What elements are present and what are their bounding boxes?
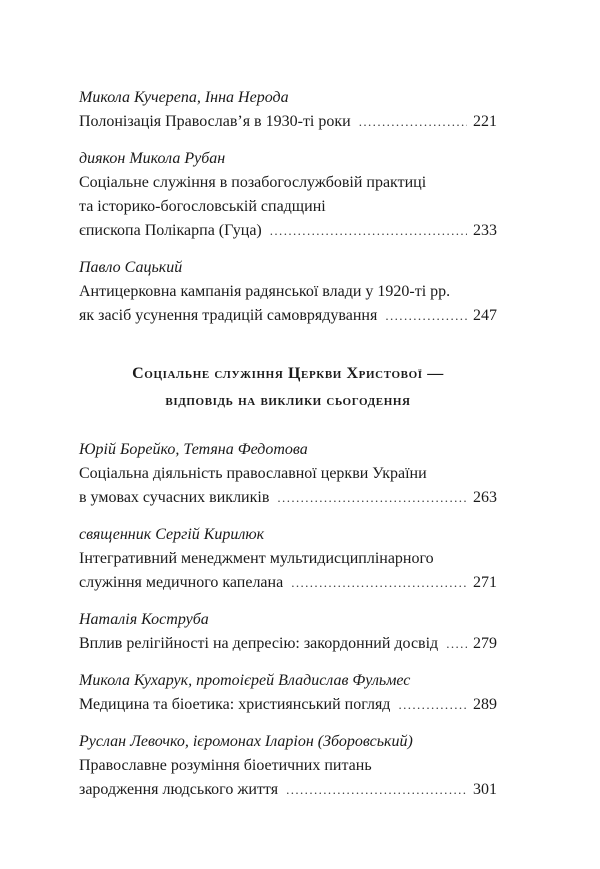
dot-leader (385, 304, 467, 328)
entry-title: зародження людського життя (79, 781, 279, 798)
toc-entry (79, 86, 497, 134)
page-number: 289 (473, 696, 497, 713)
page-number: 279 (473, 635, 497, 652)
dot-leader (277, 486, 467, 510)
entry-author: священник Сергій Кирилюк (79, 526, 265, 543)
entry-author: Павло Сацький (79, 259, 183, 276)
dot-leader (446, 632, 467, 656)
entry-author: Юрій Борейко, Тетяна Федотова (79, 441, 308, 458)
entry-title-line[interactable] (79, 486, 497, 510)
dot-leader (270, 219, 467, 243)
entry-title-line[interactable] (79, 304, 497, 328)
dot-leader (286, 778, 467, 802)
entry-author: Микола Кухарук, протоієрей Владислав Фульмес (79, 672, 411, 689)
entry-author: Микола Кучерепа, Інна Нерода (79, 89, 289, 106)
entry-title: Соціальна діяльність православної церкви України (79, 465, 427, 482)
toc-entry (79, 523, 497, 595)
entry-title: Православне розуміння біоетичних питань (79, 757, 372, 774)
entry-title: та історико-богословській спадщині (79, 198, 326, 215)
dot-leader (398, 693, 467, 717)
entry-title-line[interactable] (79, 632, 497, 656)
page-number: 271 (473, 574, 497, 591)
entry-author: Руслан Левочко, ієромонах Іларіон (Зборовський) (79, 733, 413, 750)
toc-entry (79, 730, 497, 802)
entry-title: Інтегративний менеджмент мультидисциплінарного (79, 550, 434, 567)
page-number: 263 (473, 489, 497, 506)
entry-title: Полонізація Православ’я в 1930-ті роки (79, 113, 351, 130)
entry-title: в умовах сучасних викликів (79, 489, 270, 506)
section-heading (79, 360, 497, 414)
toc-entry (79, 256, 497, 328)
toc-entry (79, 438, 497, 510)
entry-author: Наталія Коструба (79, 611, 209, 628)
dot-leader (291, 571, 467, 595)
table-of-contents (79, 86, 497, 815)
toc-entry (79, 608, 497, 656)
entry-title: Медицина та біоетика: християнський погляд (79, 696, 391, 713)
section-heading-line: Соціальне служіння Церкви Христової — (132, 365, 444, 382)
entry-title: Антицерковна кампанія радянської влади у 1920-ті рр. (79, 283, 451, 300)
section-heading-line: відповідь на виклики сьогодення (165, 392, 411, 409)
page-number: 301 (473, 781, 497, 798)
entry-title-line[interactable] (79, 110, 497, 134)
entry-title-line[interactable] (79, 778, 497, 802)
entry-title-line[interactable] (79, 693, 497, 717)
entry-title: Соціальне служіння в позабогослужбовій практиці (79, 174, 427, 191)
page-number: 233 (473, 222, 497, 239)
dot-leader (359, 110, 467, 134)
entry-title: Вплив релігійності на депресію: закордонний досвід (79, 635, 439, 652)
toc-entry (79, 147, 497, 243)
entry-author: диякон Микола Рубан (79, 150, 226, 167)
page-number: 247 (473, 307, 497, 324)
entry-title: як засіб усунення традицій самоврядування (79, 307, 378, 324)
page-number: 221 (473, 113, 497, 130)
toc-entry (79, 669, 497, 717)
entry-title: служіння медичного капелана (79, 574, 284, 591)
entry-title-line[interactable] (79, 571, 497, 595)
entry-title: єпископа Полікарпа (Гуца) (79, 222, 262, 239)
entry-title-line[interactable] (79, 219, 497, 243)
